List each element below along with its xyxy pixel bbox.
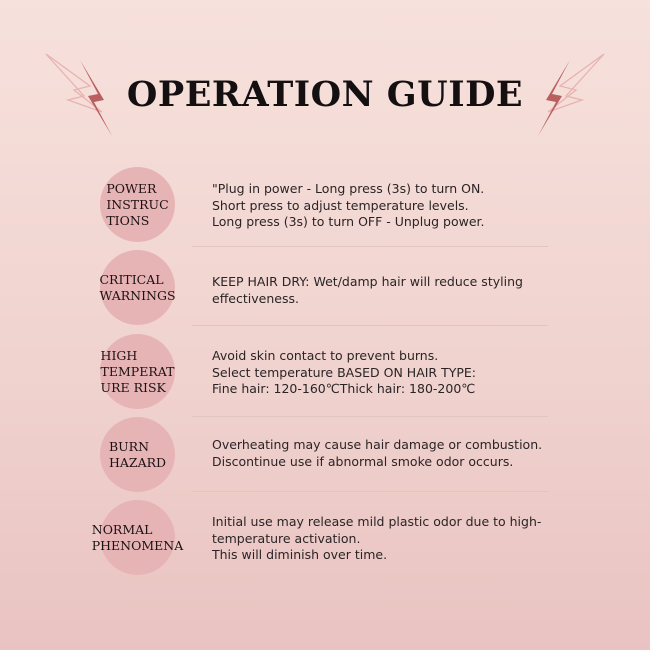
section-description <box>212 437 557 470</box>
description-line: temperature activation. <box>212 530 361 546</box>
section-label-badge <box>100 417 175 492</box>
description-line: Fine hair: 120-160℃Thick hair: 180-200℃ <box>212 381 476 396</box>
section-description <box>212 181 557 231</box>
description-line: Long press (3s) to turn OFF - Unplug power. <box>212 214 485 229</box>
section-divider <box>192 246 548 247</box>
section-label: NORMAL PHENOMENA <box>91 521 184 553</box>
section-label: BURN HAZARD <box>108 438 167 470</box>
description-line: effectiveness. <box>212 290 299 306</box>
section-label: CRITICAL WARNINGS <box>99 271 176 303</box>
section-label: HIGH TEMPERAT URE RISK <box>100 347 175 395</box>
section-divider <box>192 416 548 417</box>
description-line: Avoid skin contact to prevent burns. <box>212 348 439 363</box>
description-line: KEEP HAIR DRY: Wet/damp hair will reduce styling <box>212 274 523 289</box>
section-label-badge <box>100 250 175 325</box>
section-description <box>212 514 557 564</box>
section-description <box>212 348 557 398</box>
section-label-badge <box>91 500 184 575</box>
section-label-badge <box>100 167 175 242</box>
description-line: Overheating may cause hair damage or combustion. <box>212 437 543 452</box>
description-line: "Plug in power - Long press (3s) to turn ON. <box>212 181 485 196</box>
section-divider <box>192 325 548 326</box>
page-title: OPERATION GUIDE <box>126 74 524 115</box>
description-line: Select temperature BASED ON HAIR TYPE: <box>212 364 477 380</box>
section-label: POWER INSTRUC TIONS <box>106 180 169 228</box>
description-line: Discontinue use if abnormal smoke odor occurs. <box>212 453 514 469</box>
description-line: Short press to adjust temperature levels. <box>212 197 469 213</box>
section-divider <box>192 491 548 492</box>
section-label-badge <box>100 334 175 409</box>
section-description <box>212 274 557 307</box>
description-line: This will diminish over time. <box>212 547 388 562</box>
description-line: Initial use may release mild plastic odor due to high- <box>212 514 542 529</box>
